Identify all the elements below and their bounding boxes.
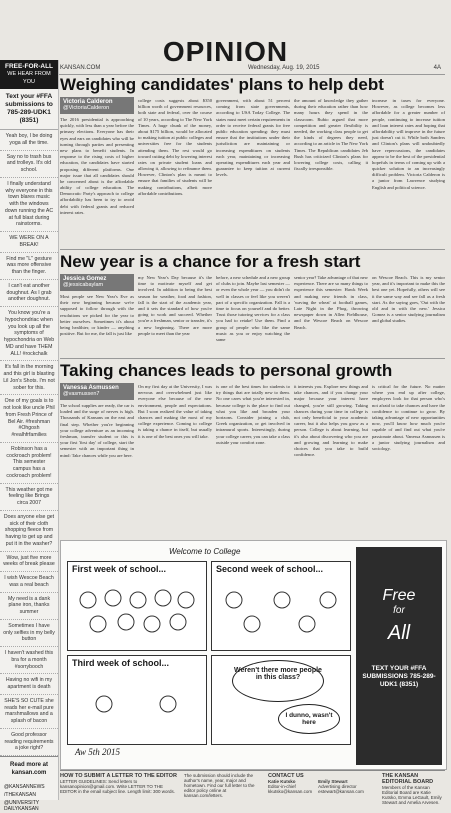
cartoonist-signature: Aw 5th 2015 bbox=[75, 747, 121, 757]
editorial-cartoon bbox=[60, 540, 447, 770]
article2-handle: @jessicabaylam bbox=[63, 282, 104, 288]
article1-headline: Weighing candidates' plans to help debt bbox=[60, 75, 384, 94]
panel-1-caption: First week of school... bbox=[72, 564, 167, 574]
submit-letter-section bbox=[60, 773, 180, 794]
article1-col5: increase in taxes for everyone. However, as college becomes less affordable for a greater number of people, continuing to increase tuition and loan interest rates and hoping that affordability will improve in the future just doesn't cut it. While both Sanders and Clinton's plans will undoubtedly have repercussions, the candidates appear to be the best of the presidential hopefuls in terms of coming up with a quicker solution to an increasingly difficult problem. Victoria Calderon is a junior from Lawrence studying English and political science. bbox=[372, 98, 445, 190]
article2-headline: New year is a chance for a fresh start bbox=[60, 252, 361, 271]
article3-col5: is critical for the future. No matter where you end up after college, employers look for that person who's not afraid to take chances and have the confidence to continue to grow. By taking advantage of new opportunities now, you'll know how much you're capable of and find out what you're passionate about. Vanessa Asmussen is a junior studying journalism and sociology. bbox=[372, 384, 445, 451]
article3-headline: Taking chances leads to personal growth bbox=[60, 361, 393, 380]
ffa-text-number: Text your #FFA submissions to 785-289-UDK1 (8351) bbox=[0, 89, 58, 131]
board-heading: THE KANSAN EDITORIAL BOARD bbox=[382, 773, 434, 785]
ffa-subtitle: WE HEAR FROM YOU bbox=[7, 71, 51, 85]
promo-all: All bbox=[387, 621, 411, 644]
classroom-full-illustration bbox=[68, 576, 204, 642]
submit-heading: HOW TO SUBMIT A LETTER TO THE EDITOR bbox=[60, 773, 177, 779]
social-twitter[interactable]: @KANSANNEWS bbox=[4, 783, 45, 790]
article2-col4: senior year? Take advantage of that new experience. There are so many things to experience this semester: Hawk Week and making new friends in class, 'waving the wheat' at football games, Late Night in the Phog, throwing newspaper down in Allen Fieldhouse, and the Wescoe Beach on Wescoe Beach. bbox=[294, 275, 368, 330]
ffa-item: Say no to trash bus and trolleys. It's old school. bbox=[0, 151, 58, 178]
article1-byline bbox=[63, 99, 113, 111]
contact1-email[interactable]: kkutsko@kansan.com bbox=[268, 789, 313, 794]
contact1-name: Katie Kutsko bbox=[268, 779, 296, 784]
article3-col3: is one of the best times for students to try things that are totally new to them. No one cares what you're interested in, because college is the place to find out what you like and broaden your horizons. Consider joining a club, Greek organization, or get involved in intramural sports. Interestingly, during your college career, you can take a class outside your comfort zone. bbox=[216, 384, 290, 445]
article3-col4: it interests you. Explore new things and take chances, and if you change your major because your interest have changed, you're still growing. Taking chances during your time in college is not only beneficial to your academic career, but it also helps you grow as a person. College is about learning, but it's also about discovering who you are and growing and learning to make choices that you take to build confidence. bbox=[294, 384, 368, 458]
article1-col3: government, with about 51 percent coming from state governments, according to USA Today College. The states must meet certain requirements in order to receive federal grants for free public education spending: they must ensure that the institutions under their jurisdiction are maintaining or increasing expenditures on students each year, maintaining or increasing operating expenditures each year and guarantee to keep tuition at current levels. bbox=[216, 98, 290, 178]
ffa-item: One of my goals is to not look like uncle Phil from Fresh Prince of Bel Air. #freshman #Ohgosh #realhfrfamilies bbox=[0, 395, 58, 443]
article3-col1: The school supplies are ready, the car is loaded and the surge of nerves is high. Thousands of Kansans on the east and final step. Whether you're beginning your college adventure as an incoming freshman, transfer student or this is your first 'first day' of college, start the semester with an important thing in mind: Take chances while you are here. bbox=[60, 403, 134, 458]
article1-handle: @VictoriaCalderon bbox=[63, 105, 110, 111]
panel-3-caption: Third week of school... bbox=[72, 658, 170, 668]
page-number: 4A bbox=[433, 65, 441, 71]
ffa-item: Sometimes I have only selfies in my belly button bbox=[0, 620, 58, 647]
meta-row bbox=[58, 64, 445, 75]
promo-for: for bbox=[393, 604, 405, 616]
article2-col1: Most people see New Year's Eve as their new beginning because we're supposed to follow through with the resolutions we picked for the year to better ourselves. Sometimes it's about being healthier, or kinder — anything positive. But for me, the fall is just like bbox=[60, 294, 134, 337]
social-instagram[interactable]: @UNIVERSITY DAILYKANSAN bbox=[4, 799, 39, 812]
contact1-role: Editor-in-chief bbox=[268, 784, 296, 789]
ffa-title: FREE-FOR-ALL bbox=[4, 63, 54, 70]
ffa-item: Find me "L" gesture was more offensive than the finger. bbox=[0, 253, 58, 280]
ffa-item: Yeah boy, I be doing yoga all the time. bbox=[0, 130, 58, 151]
divider bbox=[60, 249, 445, 250]
article1-col4: the amount of knowledge they gather during their education rather than how many hours they spend in the classroom. Rubio argued that more competition and greater flexibility is needed, the working class people to get the kinds of degrees they need, according to an article in The New York Times. The Republican candidates Jeb Bush has criticized Clinton's plans for lowering college costs, calling it fiscally irresponsible. bbox=[294, 98, 368, 172]
ffa-header bbox=[0, 60, 58, 89]
read-more-link[interactable]: Read more at kansan.com bbox=[0, 756, 58, 783]
ffa-item: Wow, just five more weeks of break please bbox=[0, 552, 58, 573]
promo-free: Free bbox=[382, 587, 416, 604]
contact-heading: CONTACT US bbox=[268, 773, 304, 779]
article3-author: Vanessa Asmussen bbox=[63, 385, 119, 391]
cartoon-title: Welcome to College bbox=[169, 547, 241, 556]
promo-text: TEXT YOUR #FFA SUBMISSIONS 785-289-UDK1 (8351) bbox=[362, 664, 436, 689]
article1-author: Victoria Calderon bbox=[63, 99, 113, 105]
ffa-item: I wish Wescoe Beach was a real beach bbox=[0, 572, 58, 593]
article3-col2: On my first day at the University, I was nervous and overwhelmed just like everyone else because of the new environment, people and expectations. But I soon realized the value of taking chances and making the most of my college experience. Coming to college is taking a chance in itself, but usually it is one of the best ones you will take. bbox=[138, 384, 212, 439]
article2-byline bbox=[63, 276, 106, 288]
ffa-item: Robinson has a cockroach problem! This semester campus has a cockroach problem! bbox=[0, 443, 58, 484]
ffa-item: Having no wifi in my apartment is death bbox=[0, 674, 58, 695]
page-title: OPINION bbox=[162, 36, 289, 67]
ffa-promo bbox=[356, 547, 442, 765]
article1-col2: college costs suggests about $350 billion worth of government resources, both state and federal, over the course of 10 years, according to The New York Times. A huge chunk of the money, about $175 billion, would be allocated to making tuition at public colleges and universities free for the students attending them. The rest would go toward cutting debt by lowering interest rates on private student loans and allowing it, allowing to refinance them. However, Clinton's plan is meant to ensure that families of students will be making contributions, albeit more affordable contributions. bbox=[138, 98, 212, 196]
contact2-email[interactable]: estewart@kansan.com bbox=[318, 789, 364, 794]
speech-bubble-question: Weren't there more people in this class? bbox=[232, 660, 324, 702]
ffa-list bbox=[0, 130, 58, 756]
ffa-item: I finally understand why everyone in this town blares music with the windows down running the AC at full blast during rainstorms. bbox=[0, 178, 58, 232]
ffa-item: It's fall in the morning and this girl is blasting Lil Jon's Shots. I'm not sober for this. bbox=[0, 361, 58, 395]
ffa-item: My need is a dank plane iron, thanks summer bbox=[0, 593, 58, 620]
contact2-name: Emily Stewart bbox=[318, 779, 348, 784]
contact2-role: Advertising director bbox=[318, 784, 357, 789]
editorial-board-section bbox=[382, 773, 445, 805]
issue-date: Wednesday, Aug. 19, 2015 bbox=[248, 65, 320, 71]
page-footer bbox=[60, 770, 445, 805]
ffa-item: Good professor reading requirements a joke right? bbox=[0, 729, 58, 756]
ffa-item: WE WERE ON A BREAK! bbox=[0, 232, 58, 253]
article2-col3: before, a new schedule and a new group of clubs to join. Maybe last semester — or even the whole year — you didn't do well in classes or feel like you weren't part of a specific organization. Fall is a time to focus on yourself and do better. Trust those tutoring services for a class you had to retake! Use them. Find a group of people who like the same music as you or enjoy watching the same bbox=[216, 275, 290, 342]
cartoon-panel-2 bbox=[211, 561, 351, 651]
divider bbox=[60, 358, 445, 359]
classroom-empty-illustration bbox=[68, 670, 204, 736]
cartoon-panel-3 bbox=[67, 655, 207, 745]
article2-col5: on Wescoe Beach. This is my senior year, and it's important to make this the best one yet. Hopefully, others will see it the same way and see fall as a fresh start. As the saying goes, 'Out with the old and in with the new.' Jessica Gomez is a senior studying journalism and global studies. bbox=[372, 275, 445, 324]
submit-policy: The submission should include the author's name, year, major and hometown. Find our full letter to the editor policy online at kansan.com/letters. bbox=[184, 773, 255, 798]
social-facebook[interactable]: /THEKANSAN bbox=[4, 791, 36, 798]
ffa-item: SHE'S SO CUTE she reads her e-mail pure marshmallows and a splash of bacon bbox=[0, 695, 58, 729]
cartoon-panel-4 bbox=[211, 655, 351, 745]
contact-section bbox=[268, 773, 378, 794]
cartoon-panel-1 bbox=[67, 561, 207, 651]
ffa-item: This weather got me feeling like Brings circa 2007 bbox=[0, 484, 58, 511]
site-name[interactable]: KANSAN.COM bbox=[60, 65, 101, 71]
board-members: Members of the Kansan Editorial Board are Katie Kutsko, Emma LeGault, Emily Stewart and Amelia Arvesen. bbox=[382, 785, 442, 805]
ffa-item: I can't eat another doughnut. As I grab another doughnut. bbox=[0, 280, 58, 307]
article2-author: Jessica Gomez bbox=[63, 276, 107, 282]
article2-col2: my New Year's Day because it's the time to motivate myself and get involved. In addition to being the best season for weather, food and fashion, fall is the start of the academic year, and it sets the standard of how you're going to work and succeed. Whether you're a freshman, senior or transfer, it's a new beginning. There are more people to meet than the year bbox=[138, 275, 212, 336]
article3-byline bbox=[63, 385, 119, 397]
speech-bubble-answer: I dunno, wasn't here bbox=[278, 704, 340, 734]
article3-handle: @vasmussen7 bbox=[63, 391, 100, 397]
panel-2-caption: Second week of school... bbox=[216, 564, 324, 574]
ffa-item: You know you're a hypochondriac when you look up all the symptoms of hypochondria on Web MD and have THEM ALL! #rockchalk bbox=[0, 307, 58, 361]
free-for-all-sidebar bbox=[0, 60, 59, 812]
ffa-item: Does anyone else get sick of their cloth shopping fleece from having to get up and put it in the washer? bbox=[0, 511, 58, 552]
ffa-item: I haven't washed this bra for a month #sorrybooch bbox=[0, 647, 58, 674]
submit-guidelines: LETTER GUIDELINES: Send letters to kansanopinion@gmail.com. Write LETTER TO THE EDITOR in the email subject line. Length limit: 300 words. bbox=[60, 779, 175, 794]
article1-col1: The 2016 presidential is approaching quickly, with less than a year before the primary elections. Everyone has their eyes and ears on candidates who will be turning through parties and presenting new plans to benefit students. In response to the rising costs of higher education, the candidates have started proposing different platforms. One major issue that all candidates should be concerned about is the affordable ability of college education. The Democratic Party's approach to college affordability has been to try to avoid debt with federal grants and reduced interest rates. bbox=[60, 117, 134, 215]
classroom-fewer-illustration bbox=[212, 576, 348, 642]
